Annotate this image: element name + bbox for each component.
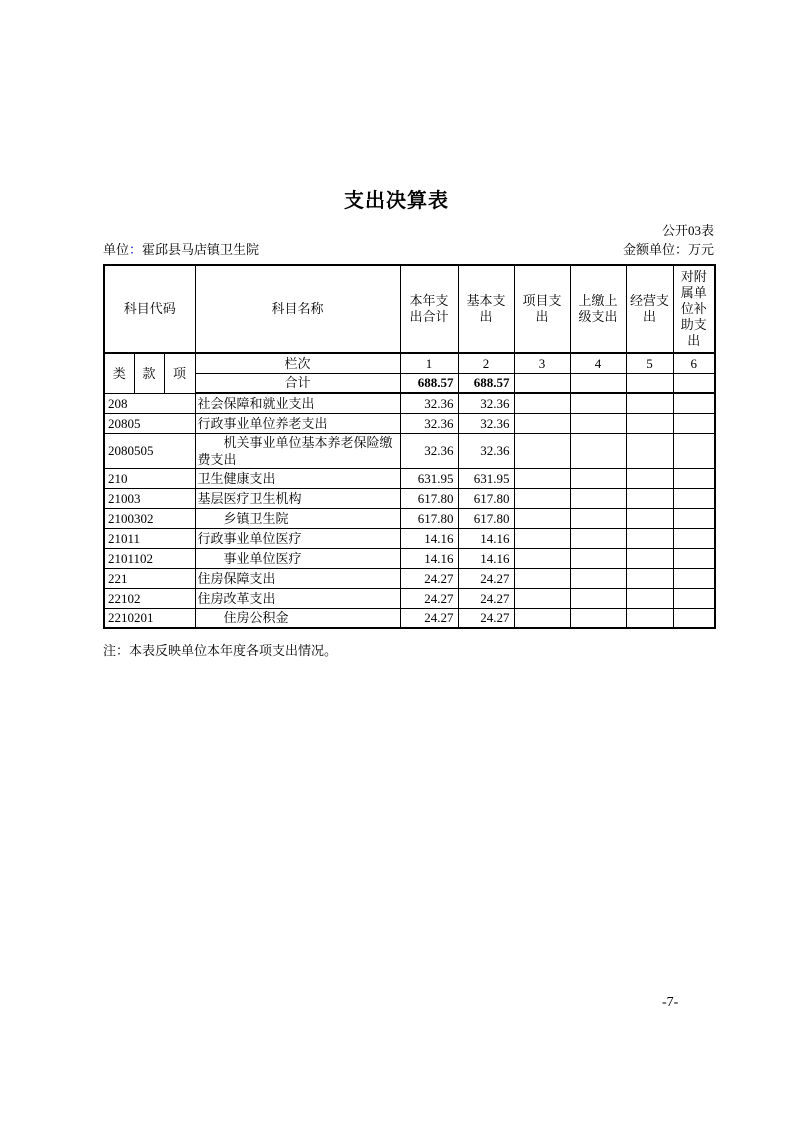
cell-value: [626, 508, 673, 528]
cell-value: [673, 568, 715, 588]
total-value: [626, 373, 673, 393]
cell-value: 14.16: [458, 548, 514, 568]
cell-value: [626, 413, 673, 433]
cell-value: [673, 508, 715, 528]
cell-code: 2101102: [104, 548, 195, 568]
cell-value: [570, 568, 626, 588]
cell-value: [514, 548, 570, 568]
cell-value: [514, 608, 570, 628]
cell-value: 617.80: [400, 488, 458, 508]
cell-code: 208: [104, 393, 195, 413]
page-number: -7-: [662, 995, 679, 1010]
table-row: [104, 568, 715, 588]
unit-line: [103, 239, 259, 258]
cell-value: [570, 468, 626, 488]
table-row: [104, 433, 715, 468]
cell-value: [570, 413, 626, 433]
cell-value: [570, 433, 626, 468]
doc-label: 公开03表: [661, 223, 714, 238]
cell-value: [626, 588, 673, 608]
cell-code: 210: [104, 468, 195, 488]
cell-value: 32.36: [400, 393, 458, 413]
cell-value: 14.16: [400, 528, 458, 548]
unit-name: 霍邱县马店镇卫生院: [142, 242, 260, 257]
cell-value: [514, 528, 570, 548]
cell-value: [673, 413, 715, 433]
cell-value: [626, 433, 673, 468]
cell-value: 24.27: [458, 568, 514, 588]
cell-value: [626, 568, 673, 588]
cell-name: 基层医疗卫生机构: [195, 488, 400, 508]
cell-name: 卫生健康支出: [195, 468, 400, 488]
cell-value: 32.36: [458, 433, 514, 468]
cell-value: [570, 528, 626, 548]
cell-value: [673, 548, 715, 568]
total-value: 688.57: [458, 373, 514, 393]
cell-value: 24.27: [458, 588, 514, 608]
cell-value: [514, 393, 570, 413]
cell-value: [673, 608, 715, 628]
table-row: [104, 508, 715, 528]
table-row: [104, 488, 715, 508]
cell-value: [570, 488, 626, 508]
cell-name: 机关事业单位基本养老保险缴费支出: [195, 433, 400, 468]
table-row: [104, 588, 715, 608]
header-column-index: 5: [626, 353, 673, 373]
header-column-index: 3: [514, 353, 570, 373]
cell-code: 21003: [104, 488, 195, 508]
cell-value: [626, 393, 673, 413]
header-subject-code: 科目代码: [104, 265, 195, 353]
cell-value: 32.36: [400, 433, 458, 468]
cell-value: [626, 488, 673, 508]
cell-value: 631.95: [400, 468, 458, 488]
cell-value: [626, 548, 673, 568]
cell-value: [673, 468, 715, 488]
total-value: [570, 373, 626, 393]
cell-value: 32.36: [458, 393, 514, 413]
header-col-project: 项目支出: [514, 265, 570, 353]
cell-value: [673, 393, 715, 413]
header-sub-class: 类: [104, 353, 134, 393]
header-column-index: 1: [400, 353, 458, 373]
cell-code: 2210201: [104, 608, 195, 628]
cell-name: 住房公积金: [195, 608, 400, 628]
cell-value: 14.16: [458, 528, 514, 548]
amount-unit-label: 金额单位：万元: [622, 242, 714, 257]
cell-name: 住房保障支出: [195, 568, 400, 588]
unit-colon: ：: [129, 242, 143, 257]
cell-value: [673, 433, 715, 468]
header-col-operating: 经营支出: [626, 265, 673, 353]
cell-value: [514, 568, 570, 588]
total-value: [514, 373, 570, 393]
header-col-pay-upper: 上缴上级支出: [570, 265, 626, 353]
unit-prefix: 单位: [103, 242, 130, 257]
cell-name: 社会保障和就业支出: [195, 393, 400, 413]
header-row-lanci: [104, 353, 715, 373]
total-row: [104, 373, 715, 393]
cell-code: 22102: [104, 588, 195, 608]
cell-value: [570, 508, 626, 528]
header-col-subsidy: 对附属单位补助支出: [673, 265, 715, 353]
cell-name: 住房改革支出: [195, 588, 400, 608]
cell-value: 14.16: [400, 548, 458, 568]
cell-value: [626, 528, 673, 548]
cell-code: 2080505: [104, 433, 195, 468]
table-row: [104, 528, 715, 548]
total-value: 688.57: [400, 373, 458, 393]
cell-value: [570, 608, 626, 628]
cell-value: [514, 433, 570, 468]
cell-name: 事业单位医疗: [195, 548, 400, 568]
header-column-index-label: 栏次: [195, 353, 400, 373]
cell-value: [570, 548, 626, 568]
cell-value: [514, 508, 570, 528]
cell-value: [626, 608, 673, 628]
total-value: [673, 373, 715, 393]
cell-value: 617.80: [458, 488, 514, 508]
cell-value: [570, 588, 626, 608]
cell-value: 617.80: [458, 508, 514, 528]
cell-value: 24.27: [400, 568, 458, 588]
cell-name: 乡镇卫生院: [195, 508, 400, 528]
header-column-index: 2: [458, 353, 514, 373]
cell-code: 20805: [104, 413, 195, 433]
cell-value: [514, 468, 570, 488]
cell-value: [570, 393, 626, 413]
header-col-this-year-total: 本年支出合计: [400, 265, 458, 353]
cell-code: 2100302: [104, 508, 195, 528]
page-title: 支出决算表: [344, 190, 449, 212]
cell-code: 221: [104, 568, 195, 588]
header-subject-name: 科目名称: [195, 265, 400, 353]
cell-value: 32.36: [400, 413, 458, 433]
cell-value: [514, 488, 570, 508]
footnote: 注：本表反映单位本年度各项支出情况。: [103, 643, 338, 658]
header-row-main: [104, 265, 715, 353]
header-sub-section: 款: [134, 353, 164, 393]
meta-line: [103, 239, 714, 258]
header-col-basic: 基本支出: [458, 265, 514, 353]
table-row: [104, 548, 715, 568]
header-sub-item: 项: [164, 353, 195, 393]
cell-value: [673, 588, 715, 608]
total-label: 合计: [195, 373, 400, 393]
table-row: [104, 608, 715, 628]
cell-code: 21011: [104, 528, 195, 548]
cell-value: 24.27: [400, 588, 458, 608]
cell-value: [514, 413, 570, 433]
cell-value: [514, 588, 570, 608]
cell-value: 617.80: [400, 508, 458, 528]
header-column-index: 4: [570, 353, 626, 373]
cell-value: 24.27: [400, 608, 458, 628]
cell-name: 行政事业单位养老支出: [195, 413, 400, 433]
cell-value: 24.27: [458, 608, 514, 628]
cell-value: 631.95: [458, 468, 514, 488]
table-row: [104, 413, 715, 433]
table-row: [104, 393, 715, 413]
cell-value: [673, 528, 715, 548]
cell-value: 32.36: [458, 413, 514, 433]
table-row: [104, 468, 715, 488]
cell-name: 行政事业单位医疗: [195, 528, 400, 548]
cell-value: [673, 488, 715, 508]
header-column-index: 6: [673, 353, 715, 373]
expenditure-table: [103, 264, 716, 629]
cell-value: [626, 468, 673, 488]
